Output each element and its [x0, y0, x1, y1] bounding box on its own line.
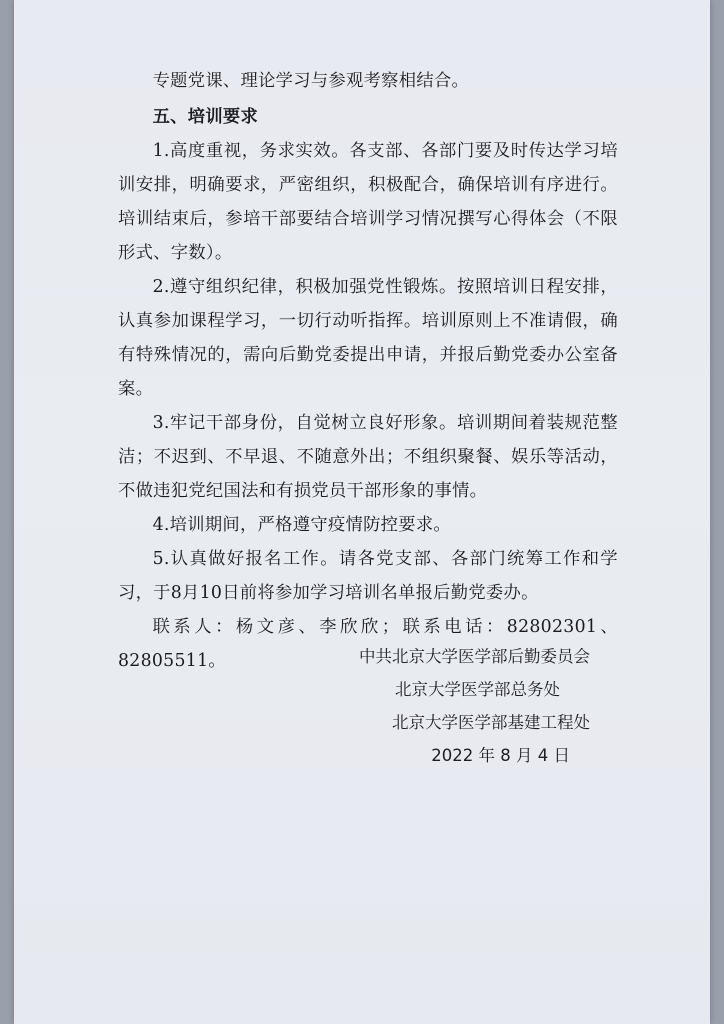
signature-org-infrastructure: 北京大学医学部基建工程处 [392, 713, 590, 732]
signature-date: 2022 年 8 月 4 日 [431, 746, 570, 765]
requirement-paragraph-5: 5.认真做好报名工作。请各党支部、各部门统筹工作和学习，于8月10日前将参加学习培训名单报后勤党委办。 [118, 549, 618, 603]
signature-org-party-committee: 中共北京大学医学部后勤委员会 [359, 647, 590, 666]
section-heading: 五、培训要求 [152, 107, 259, 127]
requirement-paragraph-3: 3.牢记干部身份，自觉树立良好形象。培训期间着装规范整洁；不迟到、不早退、不随意外出；不组织聚餐、娱乐等活动，不做违犯党纪国法和有损党员干部形象的事情。 [118, 413, 618, 501]
requirement-paragraph-2: 2.遵守组织纪律，积极加强党性锻炼。按照培训日程安排，认真参加课程学习，一切行动听指挥。培训原则上不准请假，确有特殊情况的，需向后勤党委提出申请，并报后勤党委办公室备案。 [118, 277, 618, 399]
signature-block [359, 640, 590, 772]
requirement-paragraph-4: 4.培训期间，严格遵守疫情防控要求。 [152, 515, 451, 535]
signature-org-general-affairs: 北京大学医学部总务处 [395, 680, 560, 699]
paragraph-continuation: 专题党课、理论学习与参观考察相结合。 [152, 71, 470, 91]
contact-paragraph: 联系人：杨文彦、李欣欣；联系电话：82802301、82805511。 [118, 617, 618, 671]
requirement-paragraph-1: 1.高度重视，务求实效。各支部、各部门要及时传达学习培训安排，明确要求，严密组织，积极配合，确保培训有序进行。培训结束后，参培干部要结合培训学习情况撰写心得体会（不限形式、字数）。 [118, 141, 618, 263]
document-body [118, 64, 618, 678]
document-page [14, 0, 710, 1024]
